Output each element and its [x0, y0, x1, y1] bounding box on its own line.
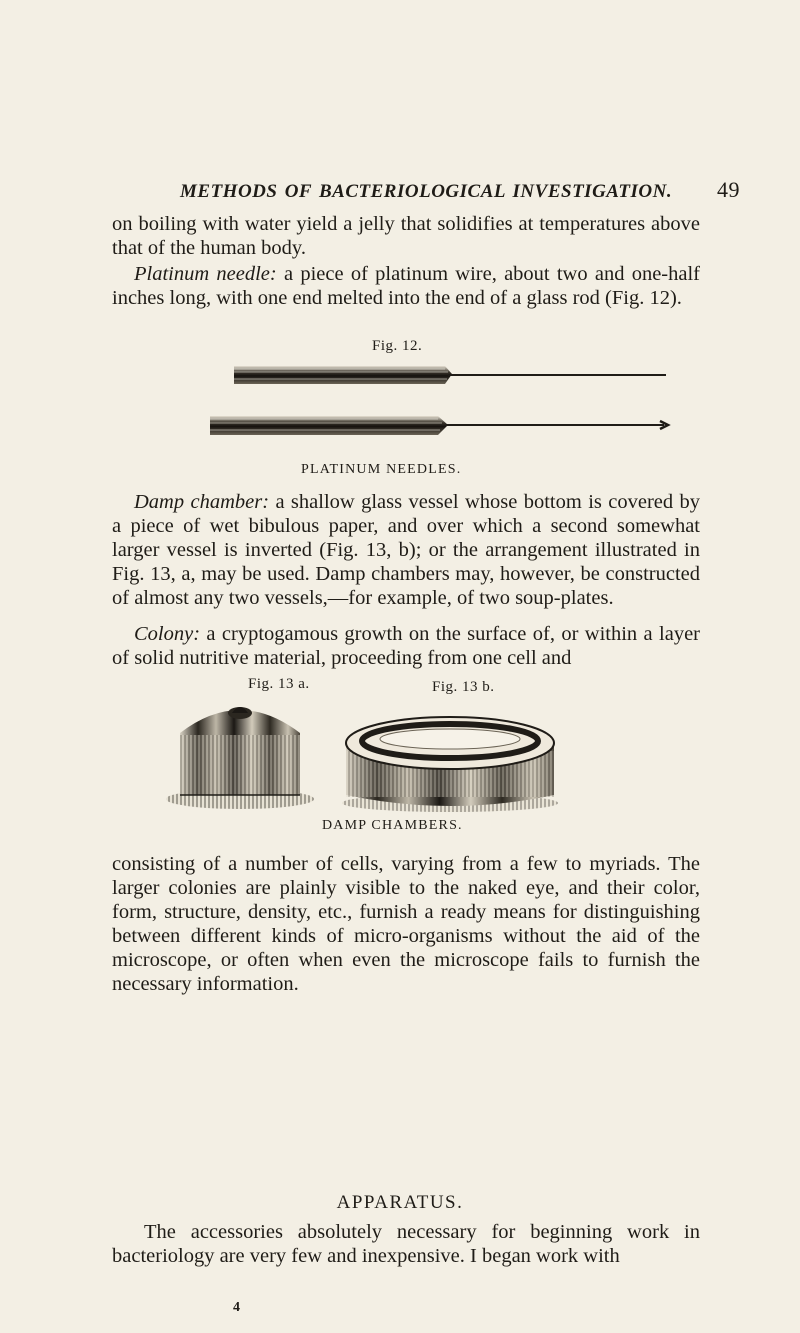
paragraph-text: a cryptogamous growth on the surface of, or within a layer of solid nutritive material, proceeding from one cell and [112, 623, 700, 669]
figure-13a-label: Fig. 13 a. [248, 676, 310, 692]
paragraph-text: a piece of platinum wire, about two and one-half inches long, with one end melted into the end of a glass rod (Fig. 12). [112, 263, 700, 309]
term-damp-chamber: Damp chamber: [134, 491, 270, 513]
running-title: METHODS OF BACTERIOLOGICAL INVESTIGATION. [180, 181, 673, 202]
term-colony: Colony: [134, 623, 201, 645]
section-heading: APPARATUS. [336, 1192, 464, 1213]
running-header [180, 175, 740, 205]
paragraph-apparatus [112, 1220, 700, 1268]
paragraph-continuation [112, 212, 700, 260]
paragraph-platinum-needle [112, 262, 700, 310]
paragraph-damp-chamber [112, 490, 700, 610]
page-number: 49 [717, 177, 740, 202]
paragraph-colony-continued [112, 852, 700, 996]
figure-12-illustration [190, 362, 670, 452]
figure-12-label: Fig. 12. [372, 338, 423, 354]
needle-upper [234, 366, 666, 384]
paragraph-text: on boiling with water yield a jelly that solidifies at temperatures above that of the human body. [112, 213, 700, 259]
damp-chamber-b [342, 717, 558, 812]
paragraph-text: The accessories absolutely necessary for beginning work in bacteriology are very few and inexpensive. I began work with [112, 1221, 700, 1267]
paragraph-text: a shallow glass vessel whose bottom is covered by a piece of wet bibulous paper, and over which a second somewhat larger vessel is inverted (Fig. 13, b); or the arrangement illustrated in Fig. 13, a, may be used. Damp chambers may, however, be constructed of almost any two vessels,—for example, of two soup-plates. [112, 491, 701, 609]
figure-13-caption: DAMP CHAMBERS. [322, 818, 463, 833]
figure-12-caption: PLATINUM NEEDLES. [301, 462, 462, 477]
figure-13b-label: Fig. 13 b. [432, 679, 495, 695]
term-platinum-needle: Platinum needle: [134, 263, 277, 285]
signature-mark: 4 [233, 1300, 240, 1315]
figure-13-illustration [160, 695, 560, 815]
needle-lower [210, 416, 668, 435]
paragraph-colony [112, 622, 700, 670]
damp-chamber-a [166, 707, 314, 809]
paragraph-text: consisting of a number of cells, varying from a few to myriads. The larger colonies are plainly visible to the naked eye, and their color, form, structure, density, etc., furnish a ready means for distinguishing between different kinds of micro-organisms without the aid of the microscope, or often when even the microscope fails to furnish the necessary information. [112, 853, 700, 995]
